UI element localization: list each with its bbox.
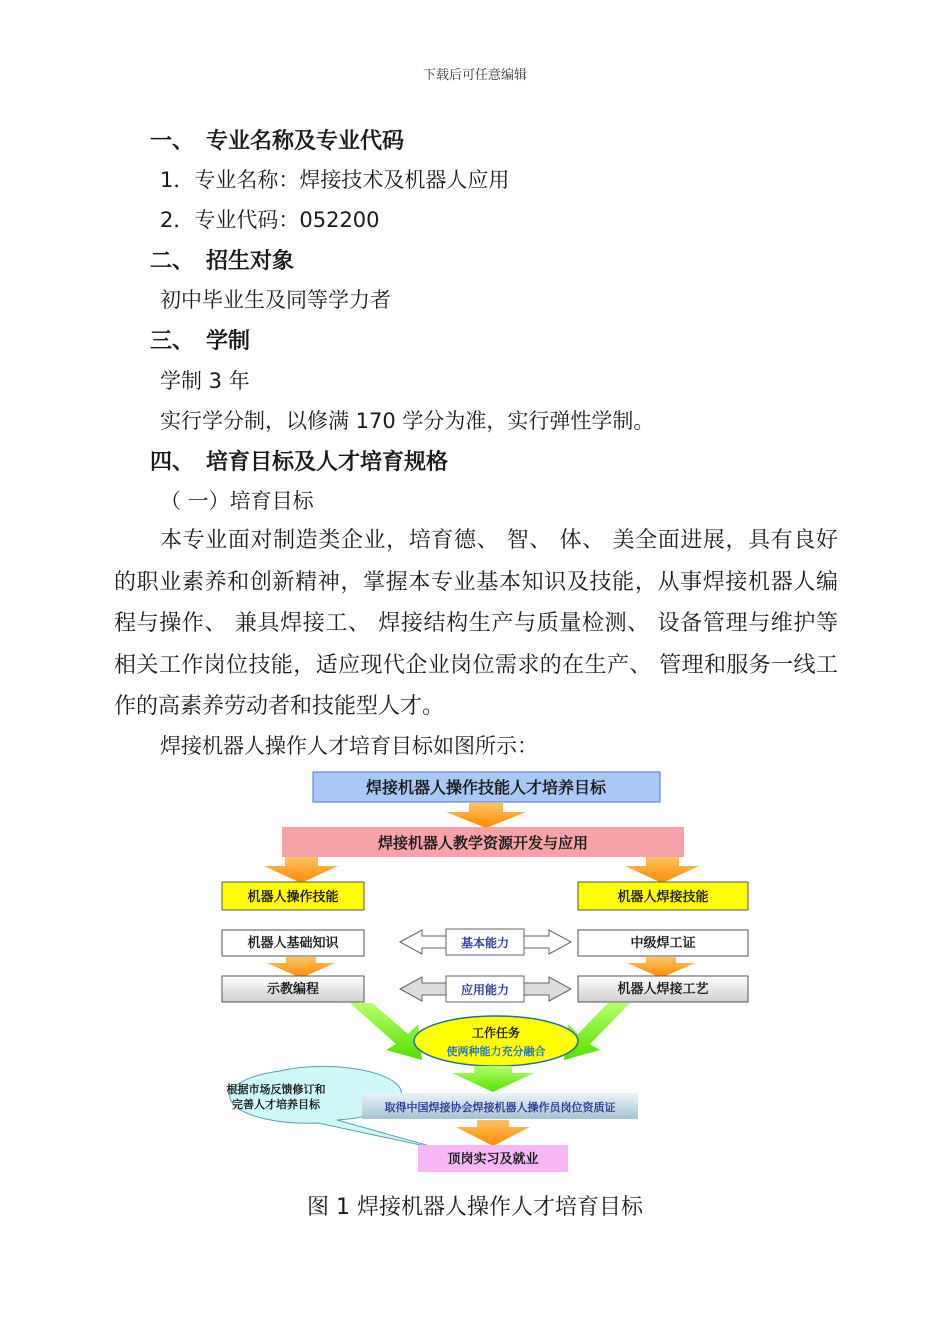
down-arrow-icon bbox=[267, 957, 335, 978]
section-4-title: 培育目标及人才培育规格 bbox=[206, 450, 449, 475]
work-task-title: 工作任务 bbox=[471, 1026, 521, 1040]
figure-caption: 图 1 焊接机器人操作人才培育目标 bbox=[307, 1195, 643, 1220]
section-4-number: 四、 bbox=[150, 450, 195, 475]
right-box-welder-certificate-label: 中级焊工证 bbox=[630, 936, 696, 951]
converge-arrow-icon bbox=[564, 1003, 630, 1060]
section-1-title: 专业名称及专业代码 bbox=[206, 129, 405, 154]
internship-box-label: 顶岗实习及就业 bbox=[447, 1152, 539, 1167]
feedback-callout-line-1: 根据市场反馈修订和 bbox=[226, 1083, 326, 1096]
goal-box-label: 焊接机器人操作技能人才培养目标 bbox=[365, 778, 607, 797]
down-arrow-icon bbox=[456, 1120, 530, 1146]
right-box-welding-process-label: 机器人焊接工艺 bbox=[617, 982, 709, 997]
section-1-item-2: 2．专业代码：052200 bbox=[160, 208, 380, 232]
down-arrow-icon bbox=[446, 803, 526, 828]
converge-arrow-icon bbox=[350, 1003, 422, 1060]
resource-banner-label: 焊接机器人教学资源开发与应用 bbox=[377, 834, 589, 852]
certificate-box-label: 取得中国焊接协会焊接机器人操作员岗位资质证 bbox=[384, 1101, 616, 1114]
section-2-text: 初中毕业生及同等学力者 bbox=[160, 288, 391, 312]
section-3-text-2: 实行学分制，以修满 170 学分为准，实行弹性学制。 bbox=[160, 409, 655, 433]
left-box-basic-knowledge-label: 机器人基础知识 bbox=[247, 936, 339, 951]
applied-ability-label: 应用能力 bbox=[460, 983, 510, 997]
right-box-welding-skill-label: 机器人焊接技能 bbox=[617, 890, 709, 905]
work-task-subtitle: 使两种能力充分融合 bbox=[446, 1045, 546, 1058]
section-2-number: 二、 bbox=[150, 249, 195, 274]
basic-ability-label: 基本能力 bbox=[460, 936, 510, 950]
section-1-number: 一、 bbox=[150, 129, 195, 154]
down-arrow-icon bbox=[627, 957, 695, 978]
diagram-intro: 焊接机器人操作人才培育目标如图所示： bbox=[160, 734, 538, 758]
section-3-text-1: 学制 3 年 bbox=[160, 369, 250, 393]
feedback-callout-line-2: 完善人才培养目标 bbox=[232, 1098, 320, 1111]
section-2-title: 招生对象 bbox=[206, 249, 295, 274]
section-4-subheading: （ 一）培育目标 bbox=[160, 489, 314, 513]
section-3-title: 学制 bbox=[206, 329, 251, 354]
left-box-operation-skill-label: 机器人操作技能 bbox=[247, 890, 339, 905]
down-arrow-icon bbox=[452, 1066, 534, 1092]
left-box-teach-programming-label: 示教编程 bbox=[266, 982, 320, 997]
down-arrow-icon bbox=[625, 857, 699, 883]
page-header: 下载后可任意编辑 bbox=[422, 68, 527, 83]
work-task-ellipse bbox=[414, 1016, 578, 1066]
section-1-item-1: 1．专业名称：焊接技术及机器人应用 bbox=[160, 168, 510, 192]
section-4-paragraph: 本专业面对制造类企业，培育德、 智、 体、 美全面进展，具有良好的职业素养和创新精神，掌握本专业基本知识及技能，从事焊接机器人编程与操作、 兼具焊接工、 焊接结构生产与质量检测、 设备管理与维护等相关工作岗位技能，适应现代企业岗位需求的在生产、 管理和服务一线工作的高素养劳动者和技能型人才。 bbox=[114, 528, 838, 719]
down-arrow-icon bbox=[264, 857, 338, 883]
section-3-number: 三、 bbox=[150, 329, 195, 354]
